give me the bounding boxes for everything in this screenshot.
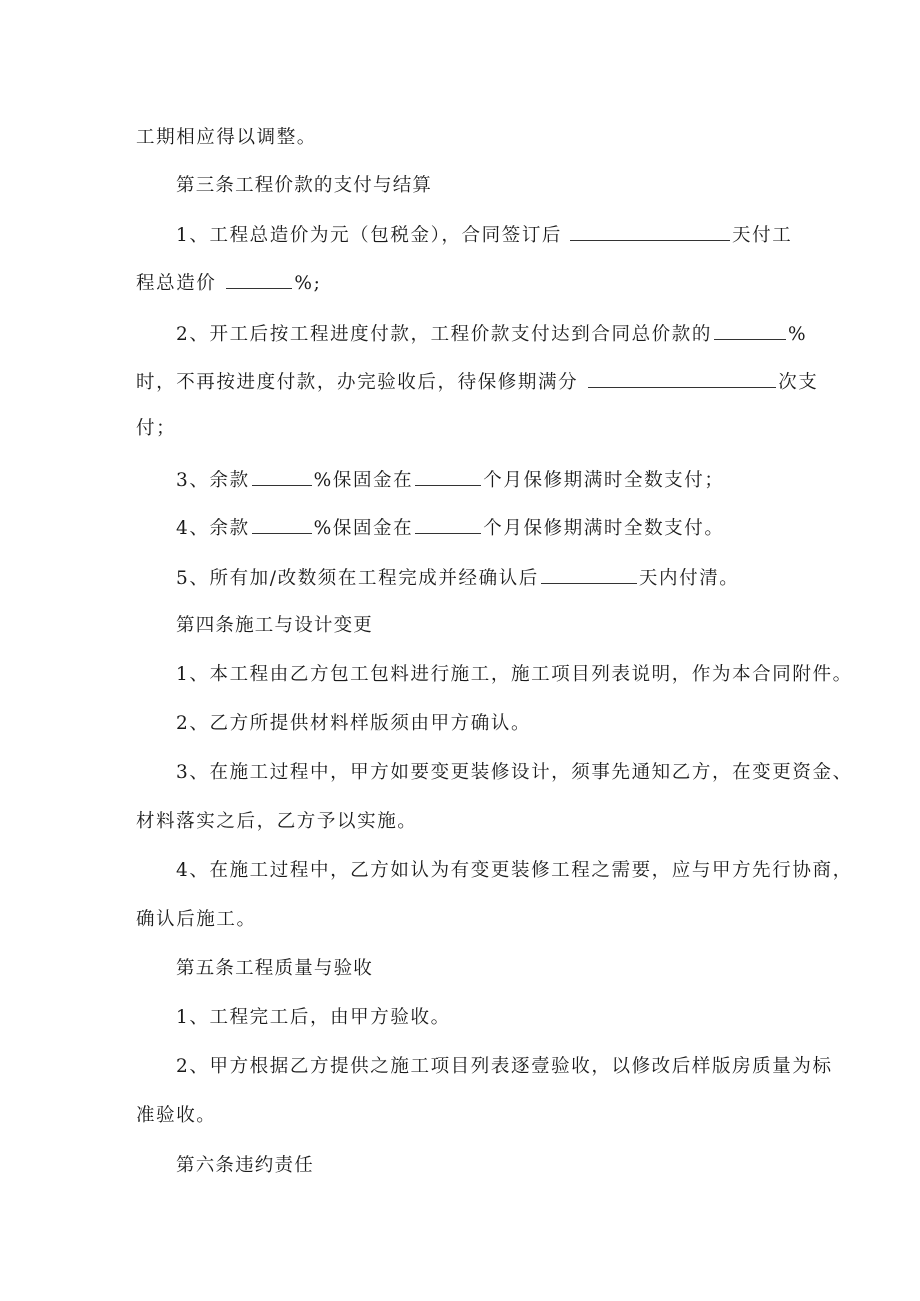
clause-3-5: 5、所有加/改数须在工程完成并经确认后 天内付清。 <box>176 565 739 591</box>
clause-3-2: 2、开工后按工程进度付款，工程价款支付达到合同总价款的 % <box>176 321 807 347</box>
fill-blank <box>570 222 730 241</box>
section-heading-5: 第五条工程质量与验收 <box>176 958 374 979</box>
clause-5-2: 2、甲方根据乙方提供之施工项目列表逐壹验收，以修改后样版房质量为标 <box>176 1056 833 1077</box>
section-heading-4: 第四条施工与设计变更 <box>176 615 374 636</box>
fill-blank <box>541 565 637 584</box>
clause-3-3: 3、余款 %保固金在 个月保修期满时全数支付； <box>176 467 724 493</box>
fill-blank <box>252 515 312 534</box>
section-heading-3: 第三条工程价款的支付与结算 <box>176 175 433 196</box>
fill-blank <box>588 369 776 388</box>
clause-3-2-cont2: 付； <box>136 418 177 439</box>
fill-blank <box>415 515 481 534</box>
clause-4-4: 4、在施工过程中，乙方如认为有变更装修工程之需要，应与甲方先行协商， <box>176 860 853 881</box>
clause-4-2: 2、乙方所提供材料样版须由甲方确认。 <box>176 713 532 734</box>
clause-5-1: 1、工程完工后，由甲方验收。 <box>176 1007 451 1028</box>
fill-blank <box>252 467 312 486</box>
clause-4-3: 3、在施工过程中，甲方如要变更装修设计，须事先通知乙方，在变更资金、 <box>176 762 853 783</box>
fill-blank <box>714 321 786 340</box>
clause-3-1: 1、工程总造价为元（包税金），合同签订后 天付工 <box>176 222 792 248</box>
clause-3-1-cont: 程总造价 %; <box>136 270 321 296</box>
fill-blank <box>226 270 292 289</box>
clause-4-4-cont: 确认后施工。 <box>136 909 257 930</box>
clause-3-2-cont: 时，不再按进度付款，办完验收后，待保修期满分 次支 <box>136 369 818 395</box>
clause-4-1: 1、本工程由乙方包工包料进行施工，施工项目列表说明，作为本合同附件。 <box>176 664 853 685</box>
clause-4-3-cont: 材料落实之后，乙方予以实施。 <box>136 811 418 832</box>
clause-5-2-cont: 准验收。 <box>136 1105 217 1126</box>
clause-3-4: 4、余款 %保固金在 个月保修期满时全数支付。 <box>176 515 724 541</box>
fill-blank <box>415 467 481 486</box>
section-heading-6: 第六条违约责任 <box>176 1155 314 1176</box>
text-line: 工期相应得以调整。 <box>136 127 317 148</box>
